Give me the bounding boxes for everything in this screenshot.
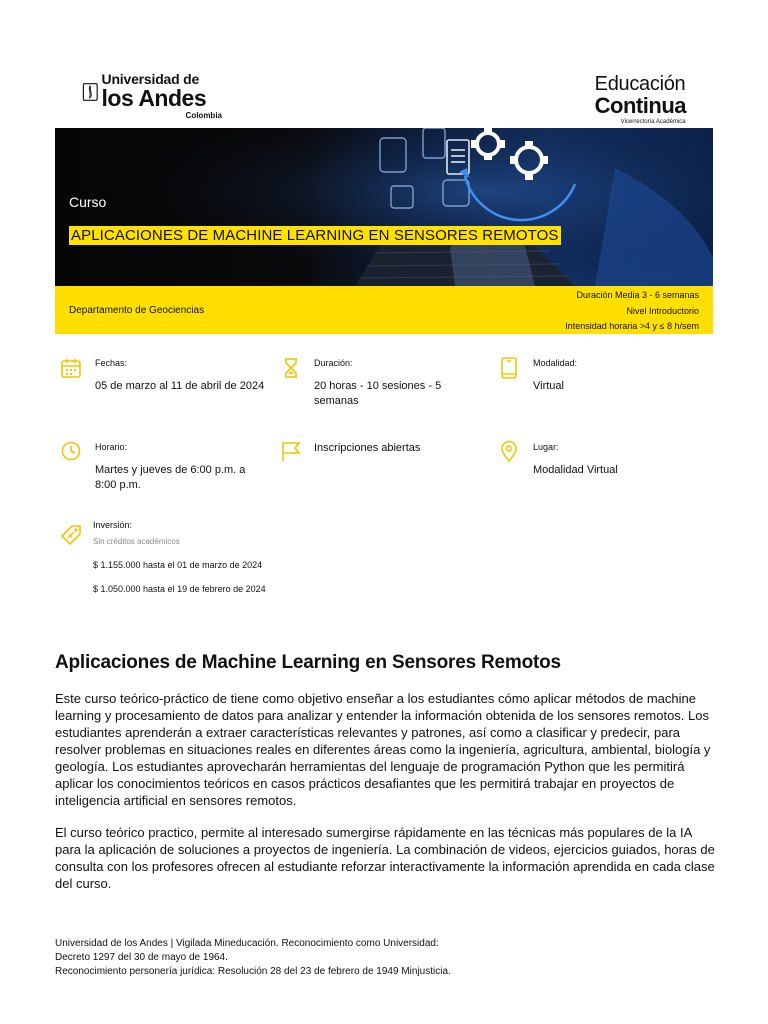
duration-meta: Duración Media 3 - 6 semanas bbox=[576, 290, 699, 300]
inscripciones-value: Inscripciones abiertas bbox=[314, 442, 421, 454]
department-label: Departamento de Geociencias bbox=[69, 305, 205, 316]
footer-line-1: Universidad de los Andes | Vigilada Mineducación. Reconocimiento como Universidad: bbox=[55, 938, 439, 949]
footer-line-3: Reconocimiento personería jurídica: Resolución 28 del 23 de febrero de 1949 Minjusticia. bbox=[55, 966, 451, 977]
duracion-label: Duración: bbox=[314, 358, 353, 368]
price-option-1: $ 1.155.000 hasta el 01 de marzo de 2024 bbox=[93, 560, 263, 570]
banner-illustration bbox=[55, 128, 713, 286]
horario-label: Horario: bbox=[95, 442, 128, 452]
logo-line-colombia: Colombia bbox=[185, 111, 222, 120]
intensity-meta: Intensidad horaria >4 y ≤ 8 h/sem bbox=[565, 321, 699, 331]
logo-line-universidad: Universidad de bbox=[101, 71, 200, 87]
inversion-label: Inversión: bbox=[93, 520, 133, 530]
flag-icon bbox=[280, 440, 302, 462]
modalidad-label: Modalidad: bbox=[533, 358, 578, 368]
ec-line-educacion: Educación bbox=[594, 73, 686, 95]
ec-line-vicerrectoria: Vicerrectoría Académica bbox=[620, 119, 686, 125]
horario-value: Martes y jueves de 6:00 p.m. a 8:00 p.m. bbox=[95, 464, 246, 491]
clock-icon bbox=[60, 440, 82, 462]
logo-line-los-andes: los Andes bbox=[101, 85, 207, 111]
course-description-paragraph-1: Este curso teórico-práctico de tiene como objetivo enseñar a los estudiantes cómo aplicar métodos de machine learning y procesamiento de datos para analizar y entender la información obtenida de los sensores remotos. Los estudiantes aprenderán a extraer características relevantes y patrones, así como a clasificar y predecir, para resolver problemas en situaciones reales en diferentes áreas como la ingeniería, agricultura, ambiental, biología y geología. Los estudiantes aprovecharán herramientas del lenguaje de programación Python que les permitirá aplicar los conocimientos teóricos en casos prácticos desafiantes que les permitirá trabajar en proyectos de inteligencia artificial en sensores remotos. bbox=[55, 691, 711, 808]
level-meta: Nivel Introductorio bbox=[626, 305, 699, 316]
duracion-value: 20 horas - 10 sesiones - 5 semanas bbox=[314, 380, 442, 407]
price-tag-icon bbox=[60, 524, 82, 546]
footer-line-2: Decreto 1297 del 30 de mayo de 1964. bbox=[55, 952, 228, 963]
lugar-label: Lugar: bbox=[533, 442, 559, 452]
course-meta bbox=[565, 288, 699, 335]
course-description-paragraph-2: El curso teórico practico, permite al interesado sumergirse rápidamente en las técnicas más populares de la IA para la aplicación de soluciones a proyectos de ingeniería. La combinación de videos, ejercicios guiados, horas de consulta con los profesores ofrecen al estudiante reforzar interactivamente la información aprendida en cada clase del curso. bbox=[55, 825, 715, 891]
legal-footer bbox=[55, 937, 451, 979]
lugar-value: Modalidad Virtual bbox=[533, 464, 618, 476]
banner-course-title: APLICACIONES DE MACHINE LEARNING EN SENSORES REMOTOS bbox=[71, 227, 559, 244]
location-pin-icon bbox=[498, 440, 520, 462]
banner-kicker: Curso bbox=[69, 194, 107, 210]
fechas-value: 05 de marzo al 11 de abril de 2024 bbox=[95, 380, 265, 392]
universidad-de-los-andes-logo bbox=[82, 72, 222, 124]
fechas-label: Fechas: bbox=[95, 358, 128, 368]
course-info-bar bbox=[55, 286, 713, 334]
tablet-icon bbox=[498, 357, 520, 379]
inversion-subtitle: Sin créditos académicos bbox=[93, 537, 180, 546]
educacion-continua-logo bbox=[595, 74, 686, 125]
uandes-emblem-icon bbox=[82, 72, 99, 112]
course-heading: Aplicaciones de Machine Learning en Sensores Remotos bbox=[55, 652, 561, 673]
course-banner bbox=[55, 128, 713, 286]
ec-line-continua: Continua bbox=[594, 93, 686, 118]
price-option-2: $ 1.050.000 hasta el 19 de febrero de 2024 bbox=[93, 584, 266, 594]
modalidad-value: Virtual bbox=[533, 380, 564, 392]
hourglass-icon bbox=[280, 357, 302, 379]
calendar-icon bbox=[60, 357, 82, 379]
